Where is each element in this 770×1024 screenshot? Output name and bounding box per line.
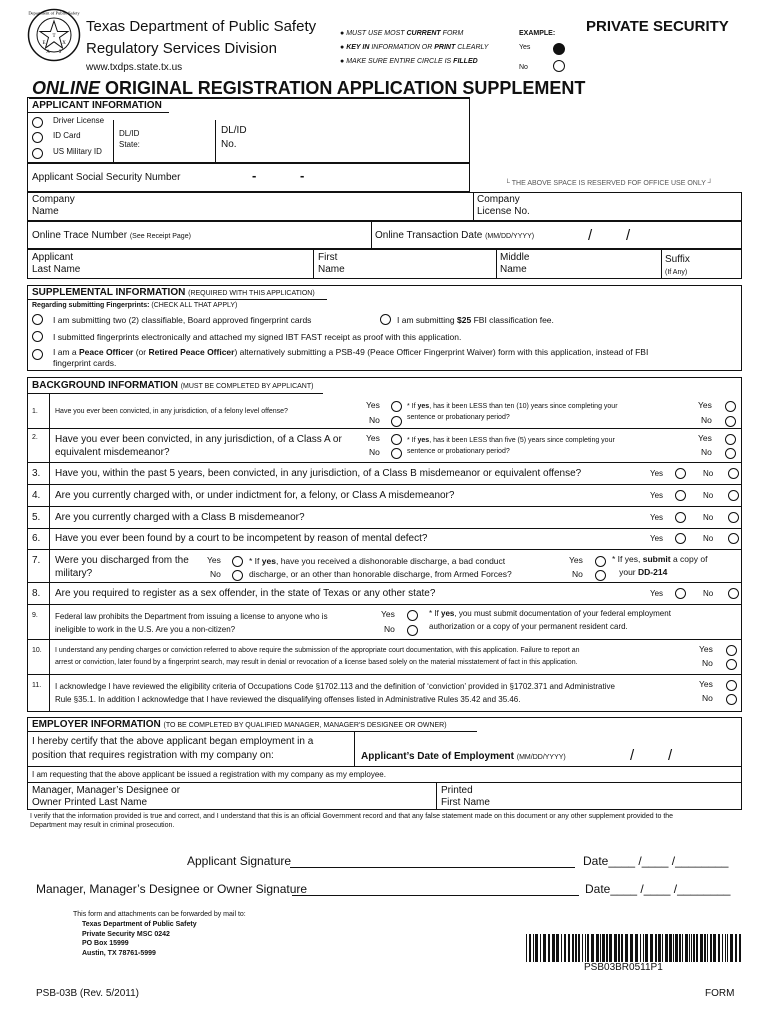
q3-number: 3. — [32, 468, 41, 479]
form-id: PSB-03B (Rev. 5/2011) — [36, 988, 140, 999]
q2-text: Have you ever been convicted, in any jurisdiction, of a Class A or equivalent misdemeanor? — [55, 434, 342, 458]
company-row — [27, 192, 742, 221]
last-name-label: Applicant Last Name — [32, 252, 81, 275]
q9-no-label: No — [384, 624, 395, 634]
peace-officer-checkbox[interactable] — [32, 349, 43, 360]
barcode-bar — [602, 934, 605, 962]
q4-text: Are you currently charged with, or under indictment for, a felony, or Class A misdemeanor? — [55, 490, 455, 501]
barcode-bar — [630, 934, 633, 962]
q2-followup-no-label: No — [701, 447, 712, 457]
barcode-bar — [718, 934, 720, 962]
office-use-note: └ THE ABOVE SPACE IS RESERVED FOF OFFICE USE ONLY ┘ — [505, 180, 713, 187]
q7-yes-label: Yes — [207, 555, 221, 565]
barcode-bar — [650, 934, 653, 962]
barcode-bar — [640, 934, 641, 962]
q10-yes-radio[interactable] — [726, 645, 737, 656]
barcode — [524, 934, 744, 962]
q6-yes-radio[interactable] — [675, 533, 686, 544]
barcode-bar — [704, 934, 706, 962]
company-name-label: Company Name — [32, 194, 75, 217]
q10-number: 10. — [32, 647, 42, 654]
manager-signature-date[interactable]: Date____ /____ /________ — [585, 882, 731, 896]
example-no-label: No — [519, 64, 528, 71]
q6-no-label: No — [703, 534, 714, 543]
form-category: PRIVATE SECURITY — [586, 18, 729, 35]
suffix-label: Suffix (If Any) — [665, 254, 690, 276]
barcode-bar — [625, 934, 628, 962]
q8-text: Are you required to register as a sex offender, in the state of Texas or any other state? — [55, 588, 436, 599]
barcode-bar — [643, 934, 644, 962]
barcode-bar — [568, 934, 570, 962]
q7-no-label: No — [210, 569, 221, 579]
q3-text: Have you, within the past 5 years, been convicted, in any jurisdiction, of a Class B misdemeanor or equivalent offense? — [55, 468, 582, 479]
middle-name-label: Middle Name — [500, 252, 530, 275]
q7-followup-yes-radio[interactable] — [595, 556, 606, 567]
q1-followup-no-radio[interactable] — [725, 416, 736, 427]
barcode-bar — [609, 934, 612, 962]
verification-statement: I verify that the information provided is true and correct, and I understand that this is an official Government record and that any false statement made on this document or any other supplement provided to the Department may result in criminal prosecution. — [30, 813, 674, 829]
date-slash: / — [668, 747, 673, 764]
fingerprint-cards-label: I am submitting two (2) classifiable, Board approved fingerprint cards — [53, 315, 312, 325]
barcode-bar — [727, 934, 728, 962]
example-filled-circle — [553, 43, 565, 55]
dlid-number-label: DL/ID No. — [221, 125, 247, 150]
employment-date-label: Applicant’s Date of Employment (MM/DD/YYYY) — [361, 751, 566, 762]
driver-license-radio[interactable] — [32, 117, 43, 128]
q7-number: 7. — [32, 555, 41, 566]
barcode-bar — [673, 934, 674, 962]
dlid-state-label: DL/ID State: — [119, 129, 140, 149]
q8-yes-radio[interactable] — [675, 588, 686, 599]
q6-yes-label: Yes — [650, 534, 664, 543]
barcode-bar — [669, 934, 672, 962]
q1-yes-radio[interactable] — [391, 401, 402, 412]
trace-number-label: Online Trace Number (See Receipt Page) — [32, 230, 191, 241]
q1-followup-yes-radio[interactable] — [725, 401, 736, 412]
q7-yes-radio[interactable] — [232, 556, 243, 567]
q11-text: I acknowledge I have reviewed the eligibility criteria of Occupations Code §1702.113 and the definition of ‘conviction’ provided in §1702.371 and Administrative Rule §35.1. In addition I acknowledge that I have reviewed the disqualifying offenses listed in Administrative Rules 35.42 and 35.46. — [55, 682, 615, 704]
q1-followup-text: * If yes, has it been LESS than ten (10) years since completing your sentence or probationary period? — [407, 403, 618, 421]
q2-followup-yes-label: Yes — [698, 433, 712, 443]
supplemental-section-title: SUPPLEMENTAL INFORMATION (REQUIRED WITH THIS APPLICATION) — [32, 287, 315, 298]
barcode-bar — [730, 934, 733, 962]
barcode-bar — [691, 934, 692, 962]
peace-officer-label: I am a Peace Officer (or Retired Peace Officer) alternatively submitting a PSB-49 (Peace Officer Fingerprint Waiver) form with this application, instead of FBI fingerprint cards. — [53, 347, 649, 368]
driver-license-label: Driver License — [53, 116, 105, 125]
id-card-radio[interactable] — [32, 132, 43, 143]
employer-section-title: EMPLOYER INFORMATION (TO BE COMPLETED BY QUALIFIED MANAGER, MANAGER'S DESIGNEE OR OWNER) — [32, 719, 447, 730]
barcode-bar — [529, 934, 531, 962]
manager-last-name-label: Manager, Manager’s Designee or Owner Printed Last Name — [32, 785, 181, 808]
electronic-fingerprints-checkbox[interactable] — [32, 331, 43, 342]
division-name: Regulatory Services Division — [86, 40, 277, 57]
q11-no-label: No — [702, 693, 713, 703]
barcode-bar — [548, 934, 550, 962]
q9-number: 9. — [32, 612, 38, 619]
q7-no-radio[interactable] — [232, 570, 243, 581]
barcode-bar — [635, 934, 638, 962]
barcode-bar — [725, 934, 726, 962]
manager-signature-line[interactable] — [292, 895, 579, 896]
seal-letter: A — [46, 50, 50, 55]
seal-text: Department of Public Safety — [28, 10, 80, 16]
q6-no-radio[interactable] — [728, 533, 739, 544]
first-name-label: First Name — [318, 252, 345, 275]
id-card-label: ID Card — [53, 131, 81, 140]
q8-no-radio[interactable] — [728, 588, 739, 599]
q5-text: Are you currently charged with a Class B misdemeanor? — [55, 512, 305, 523]
q10-text: I understand any pending charges or conviction referred to above require the submission of the appropriate court documentation, with this application. Failure to report an arrest or conviction, later found by a fingerprint search, may result in denial or revocation of a license based solely on the material misstatement of fact in this application. — [55, 647, 580, 666]
barcode-bar — [682, 934, 683, 962]
q4-no-label: No — [703, 491, 714, 500]
q4-no-radio[interactable] — [728, 490, 739, 501]
q11-yes-label: Yes — [699, 679, 713, 689]
barcode-bar — [591, 934, 594, 962]
q6-number: 6. — [32, 533, 41, 544]
barcode-bar — [587, 934, 589, 962]
barcode-bar — [665, 934, 668, 962]
q2-followup-yes-radio[interactable] — [725, 434, 736, 445]
q10-no-radio[interactable] — [726, 659, 737, 670]
barcode-bar — [700, 934, 703, 962]
seal-letter: E — [42, 41, 46, 46]
registration-request: I am requesting that the above applicant be issued a registration with my company as my employee. — [32, 770, 386, 779]
q5-no-label: No — [703, 513, 714, 522]
q9-text: Federal law prohibits the Department from issuing a license to anyone who is ineligible to work in the U.S. Are you a non-citizen? — [55, 612, 328, 634]
barcode-bar — [735, 934, 737, 962]
fingerprint-instructions: Regarding submitting Fingerprints: (CHECK ALL THAT APPLY) — [32, 302, 238, 309]
example-empty-circle — [553, 60, 565, 72]
barcode-bar — [614, 934, 617, 962]
q1-no-radio[interactable] — [391, 416, 402, 427]
military-id-label: US Military ID — [53, 147, 102, 156]
barcode-bar — [675, 934, 678, 962]
q2-followup-text: * If yes, has it been LESS than five (5) years since completing your sentence or probationary period? — [407, 437, 615, 455]
ssn-dash: - — [300, 168, 305, 183]
barcode-bar — [600, 934, 601, 962]
mailing-address: Texas Department of Public Safety Private Security MSC 0242 PO Box 15999 Austin, TX 78761-5999 — [82, 921, 197, 957]
q7-dd214-instruction: * If yes, submit a copy of your DD-214 — [612, 554, 708, 577]
q5-yes-radio[interactable] — [675, 512, 686, 523]
q4-yes-label: Yes — [650, 491, 664, 500]
manager-signature-label: Manager, Manager’s Designee or Owner Signature — [36, 882, 308, 896]
applicant-signature-date[interactable]: Date____ /____ /________ — [583, 854, 729, 868]
q1-number: 1. — [32, 408, 38, 415]
form-title: ONLINE ORIGINAL REGISTRATION APPLICATION SUPPLEMENT — [32, 78, 586, 98]
date-slash: / — [630, 747, 635, 764]
q2-no-radio[interactable] — [391, 448, 402, 459]
barcode-bar — [575, 934, 577, 962]
agency-name: Texas Department of Public Safety — [86, 18, 317, 35]
ssn-dash: - — [252, 168, 257, 183]
barcode-bar — [578, 934, 580, 962]
barcode-bar — [552, 934, 555, 962]
q8-yes-label: Yes — [650, 589, 664, 598]
mailing-intro: This form and attachments can be forwarded by mail to: — [73, 911, 246, 918]
q7-followup-yes-label: Yes — [569, 555, 583, 565]
q2-yes-radio[interactable] — [391, 434, 402, 445]
transaction-date-label: Online Transaction Date (MM/DD/YYYY) — [375, 230, 535, 241]
barcode-bar — [585, 934, 586, 962]
q1-text: Have you ever been convicted, in any jurisdiction, of a felony level offense? — [55, 408, 288, 415]
manager-first-name-label: Printed First Name — [441, 785, 490, 808]
barcode-bar — [645, 934, 648, 962]
barcode-bar — [606, 934, 608, 962]
barcode-bar — [535, 934, 538, 962]
barcode-bar — [655, 934, 657, 962]
ssn-label: Applicant Social Security Number — [32, 172, 181, 183]
form-label: FORM — [705, 988, 735, 999]
barcode-bar — [707, 934, 708, 962]
barcode-text: PSB03BR0511P1 — [584, 962, 663, 973]
q3-yes-radio[interactable] — [675, 468, 686, 479]
q10-no-label: No — [702, 658, 713, 668]
q11-number: 11. — [32, 682, 42, 689]
q1-no-label: No — [369, 415, 380, 425]
instruction-print-clearly: ● KEY IN INFORMATION OR PRINT CLEARLY — [340, 44, 489, 51]
name-row — [27, 249, 742, 279]
website-link[interactable]: www.txdps.state.tx.us — [86, 62, 183, 73]
applicant-title-rule — [27, 112, 169, 113]
barcode-bar — [564, 934, 566, 962]
barcode-bar — [696, 934, 698, 962]
barcode-bar — [572, 934, 574, 962]
q2-yes-label: Yes — [366, 433, 380, 443]
barcode-bar — [710, 934, 712, 962]
q5-yes-label: Yes — [650, 513, 664, 522]
barcode-bar — [618, 934, 620, 962]
q9-yes-label: Yes — [381, 609, 395, 619]
barcode-bar — [662, 934, 663, 962]
q6-text: Have you ever been found by a court to be incompetent by reason of mental defect? — [55, 533, 428, 544]
applicant-signature-label: Applicant Signature — [187, 854, 292, 868]
company-license-label: Company License No. — [477, 194, 530, 217]
military-id-radio[interactable] — [32, 148, 43, 159]
q2-followup-no-radio[interactable] — [725, 448, 736, 459]
barcode-bar — [556, 934, 559, 962]
fbi-fee-label: I am submitting $25 FBI classification fee. — [397, 315, 554, 325]
barcode-bar — [582, 934, 583, 962]
seal-letter: S — [58, 50, 62, 55]
q2-no-label: No — [369, 447, 380, 457]
barcode-bar — [679, 934, 681, 962]
electronic-fingerprints-label: I submitted fingerprints electronically and attached my signed IBT FAST receipt as proof with this application. — [53, 332, 462, 342]
barcode-bar — [693, 934, 695, 962]
barcode-bar — [596, 934, 599, 962]
date-slash: / — [626, 227, 631, 244]
barcode-bar — [540, 934, 541, 962]
barcode-bar — [685, 934, 688, 962]
barcode-bar — [722, 934, 723, 962]
barcode-bar — [658, 934, 661, 962]
employment-certification: I hereby certify that the above applicant began employment in a position that requires registration with my company on: — [32, 736, 314, 761]
q1-followup-yes-label: Yes — [698, 400, 712, 410]
background-section-title: BACKGROUND INFORMATION (MUST BE COMPLETED BY APPLICANT) — [32, 380, 314, 391]
example-yes-label: Yes — [519, 44, 531, 51]
instruction-fill-circle: ● MAKE SURE ENTIRE CIRCLE IS FILLED — [340, 58, 478, 65]
q9-yes-radio[interactable] — [407, 610, 418, 621]
q11-yes-radio[interactable] — [726, 680, 737, 691]
q3-no-radio[interactable] — [728, 468, 739, 479]
applicant-section-title: APPLICANT INFORMATION — [32, 100, 162, 111]
barcode-bar — [621, 934, 623, 962]
q7-followup-text: * If yes, have you received a dishonorable discharge, a bad conduct discharge, or an other than honorable discharge, from Armed Forces? — [249, 556, 512, 579]
q5-no-radio[interactable] — [728, 512, 739, 523]
q3-yes-label: Yes — [650, 469, 664, 478]
seal-letter: X — [62, 41, 66, 46]
instruction-current-form: ● MUST USE MOST CURRENT FORM — [340, 30, 464, 37]
applicant-signature-line[interactable] — [290, 867, 575, 868]
barcode-bar — [739, 934, 741, 962]
q7-followup-no-radio[interactable] — [595, 570, 606, 581]
seal-letter: T — [52, 34, 56, 39]
q7-followup-no-label: No — [572, 569, 583, 579]
barcode-bar — [689, 934, 690, 962]
date-slash: / — [588, 227, 593, 244]
example-label: EXAMPLE: — [519, 30, 556, 37]
q5-number: 5. — [32, 512, 41, 523]
q11-no-radio[interactable] — [726, 694, 737, 705]
q10-yes-label: Yes — [699, 644, 713, 654]
barcode-bar — [543, 934, 546, 962]
q4-yes-radio[interactable] — [675, 490, 686, 501]
q4-number: 4. — [32, 490, 41, 501]
q7-text: Were you discharged from the military? — [55, 555, 189, 579]
barcode-bar — [561, 934, 562, 962]
fingerprint-cards-checkbox[interactable] — [32, 314, 43, 325]
q9-no-radio[interactable] — [407, 625, 418, 636]
q1-yes-label: Yes — [366, 400, 380, 410]
q3-no-label: No — [703, 469, 714, 478]
q9-followup-text: * If yes, you must submit documentation of your federal employment authorization or a copy of your permanent resident card. — [429, 609, 671, 631]
barcode-bar — [713, 934, 716, 962]
barcode-bar — [526, 934, 527, 962]
dps-seal — [27, 8, 81, 62]
q8-no-label: No — [703, 589, 714, 598]
q2-number: 2. — [32, 434, 38, 441]
q1-followup-no-label: No — [701, 415, 712, 425]
q8-number: 8. — [32, 588, 41, 599]
fbi-fee-checkbox[interactable] — [380, 314, 391, 325]
barcode-bar — [533, 934, 534, 962]
